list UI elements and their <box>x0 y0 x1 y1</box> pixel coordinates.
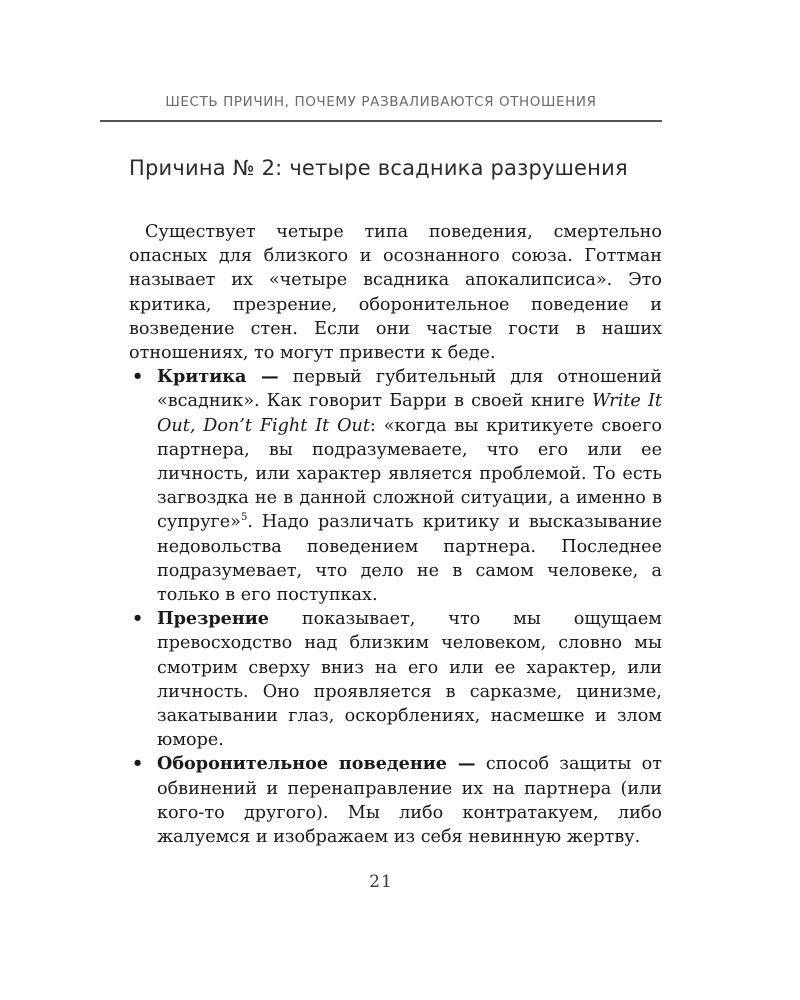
bullet-lead-term: Оборонительное поведение — <box>157 753 476 775</box>
bullet-text: первый губительный для отношений «всадник». Как говорит Барри в своей книге <box>157 367 662 412</box>
bullet-lead-term: Презрение <box>157 608 269 630</box>
body-text <box>129 220 662 849</box>
bullet-marker: • <box>132 753 144 775</box>
intro-paragraph: Существует четыре типа поведения, смертельно опасных для близкого и осознанного союза. Готтман называет их «четыре всадника апокалипсиса». Это критика, презрение, оборонительное поведение и возведение стен. Если они частые гости в наших отношениях, то могут привести к беде. <box>129 222 662 364</box>
bullet-lead-term: Критика — <box>157 366 279 388</box>
bullet-item-defensiveness <box>129 752 662 849</box>
bullet-item-contempt <box>129 607 662 752</box>
page-number: 21 <box>369 872 393 892</box>
bullet-text: способ защиты от обвинений и перенаправление их на партнера (или кого-то другого). Мы либо контратакуем, либо жалуемся и изображаем из себя невинную жертву. <box>157 754 663 848</box>
running-header: ШЕСТЬ ПРИЧИН, ПОЧЕМУ РАЗВАЛИВАЮТСЯ ОТНОШЕНИЯ <box>165 94 597 110</box>
bullet-marker: • <box>132 366 144 388</box>
footnote-marker[interactable]: 5 <box>240 512 248 524</box>
bullet-marker: • <box>132 608 144 630</box>
header-divider <box>100 120 662 122</box>
bullet-text: показывает, что мы ощущаем превосходство над близким человеком, словно мы смотрим сверху вниз на его или ее характер, или личность. Оно проявляется в сарказме, цинизме, закатывании глаз, оскорблениях, насмешке и злом юморе. <box>157 609 662 751</box>
bullet-item-criticism <box>129 365 662 607</box>
bullet-text: . Надо различать критику и высказывание недовольства поведением партнера. Последнее подразумевает, что дело не в самом человеке, а только в его поступках. <box>157 512 662 606</box>
section-title: Причина № 2: четыре всадника разрушения <box>129 156 628 180</box>
book-title: Write It Out, Don’t Fight It Out <box>157 391 662 436</box>
bullet-text: : «когда вы критикуете своего партнера, вы подразумеваете, что его или ее личность, или характер является проблемой. То есть загвоздка не в данной сложной ситуации, а именно в супруге» <box>157 415 662 533</box>
bullet-list <box>129 365 662 849</box>
